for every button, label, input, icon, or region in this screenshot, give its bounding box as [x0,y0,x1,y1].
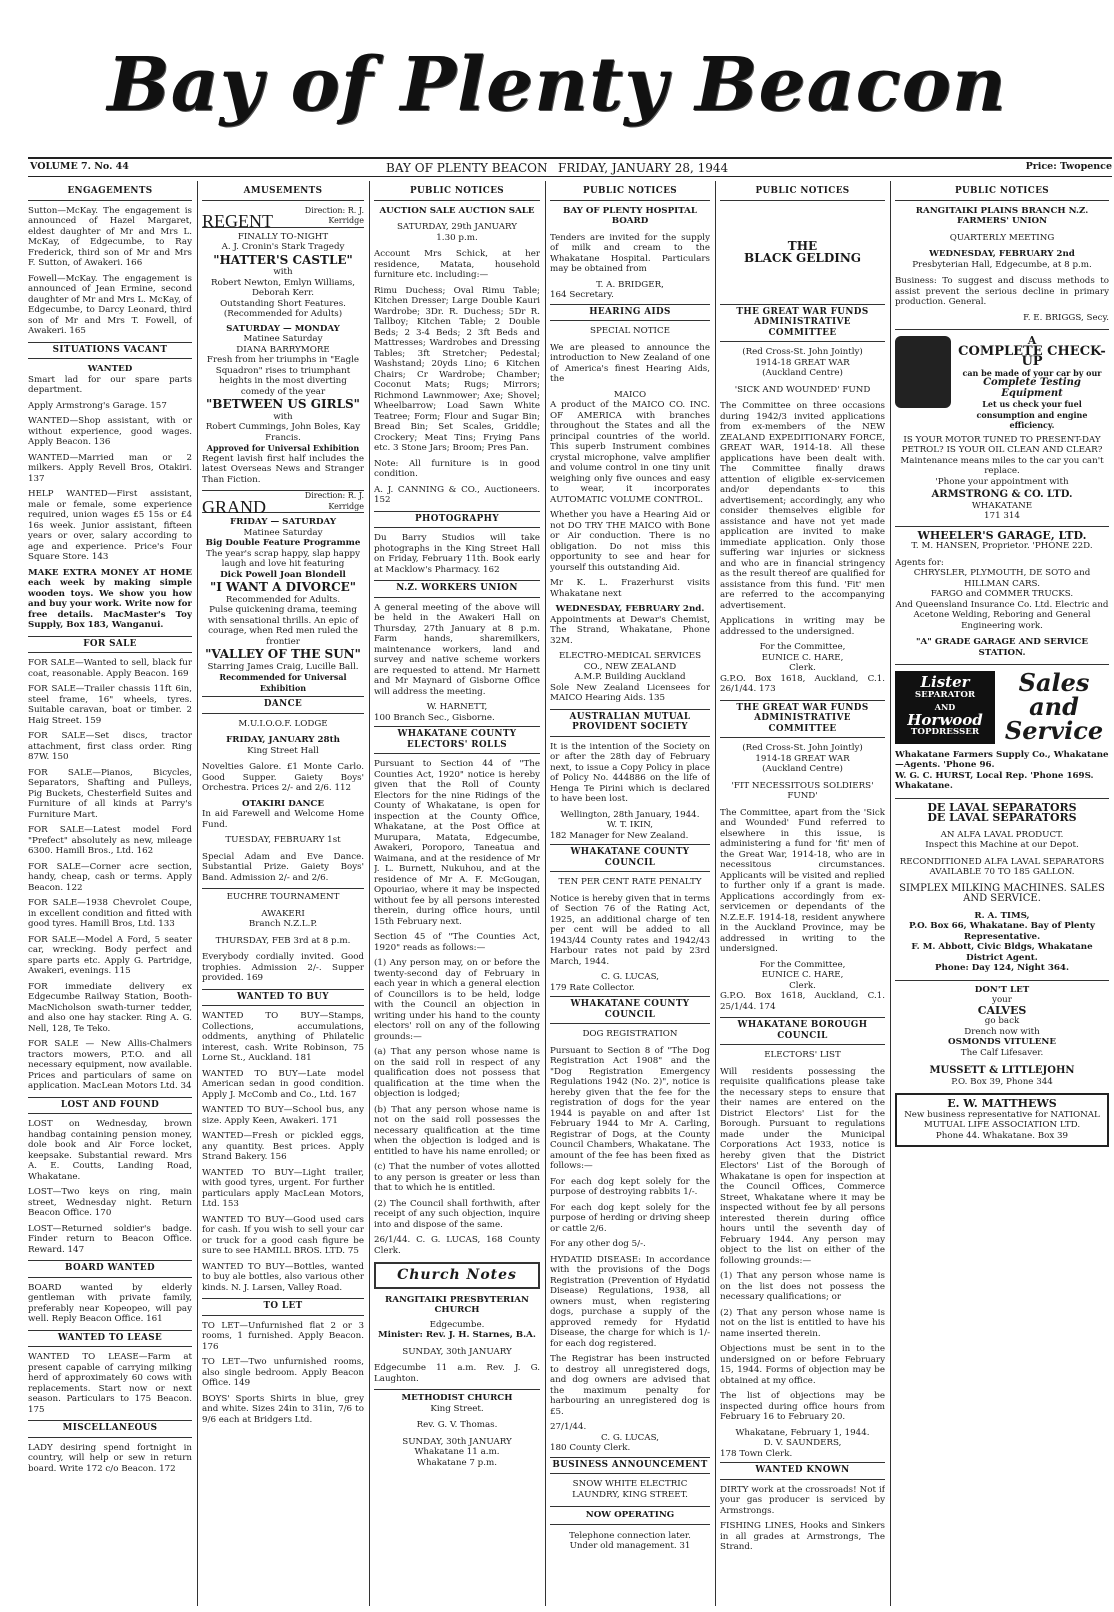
notice: Account Mrs Schick, at her residence, Matata, household furniture etc. including:— [374,249,540,280]
notice: Mr K. L. Frazerhurst visits Whakatane next [550,578,710,599]
notice: Tenders are invited for the supply of milk and cream to the Whakatane Hospital. Particulars may be obtained from [550,232,710,274]
listing-line: 1914-18 GREAT WAR [755,357,850,368]
column-rule [197,181,198,1606]
column-rule [715,181,716,1606]
ad-line: A [1027,334,1037,347]
notice-title: 'FIT NECESSITOUS SOLDIERS' FUND' [731,780,874,801]
notice: FOR SALE—Latest model Ford "Prefect" absolutely as new, mileage 6300. Hamill Bros., Ltd. 162 [28,825,192,856]
notice: For any other dog 5/-. [550,1239,646,1249]
section-heading: WHAKATANE COUNTY ELECTORS' ROLLS [374,726,540,754]
listing-line: (Red Cross-St. John Jointly) [742,347,863,357]
notice: LADY desiring spend fortnight in country, will help or sew in return board. Write 172 c/o Beacon. 172 [28,1442,192,1474]
church-notes-banner: Church Notes [374,1262,540,1289]
listing-line: 100 Branch Sec., Gisborne. [374,712,495,723]
listing-line: Wellington, 28th January, 1944. [560,809,700,820]
ad-title: THE [787,238,818,253]
lister-ad [895,664,1109,744]
section-heading: PHOTOGRAPHY [374,511,540,529]
ad-line: SEPARATOR [914,689,976,700]
listing-line: A. J. Cronin's Stark Tragedy [221,242,345,252]
notice: WANTED TO LEASE—Farm at present capable of carrying milking herd of approximately 60 cows with replacements. Start now or next season. Particulars to 175 Beacon. 175 [28,1352,192,1415]
ad-heading: COMPLETE CHECK-UP [958,343,1106,369]
notice: LOST—Returned soldier's badge. Finder return to Beacon Office. Reward. 147 [28,1223,192,1255]
ad-line: New business representative for NATIONAL MUTUAL LIFE ASSOCIATION LTD. [904,1109,1100,1130]
listing-line: Pulse quickening drama, teeming with sensational thrills. An epic of courage, when Red men ruled the frontier [207,605,359,647]
column-classifieds [28,181,192,1606]
ad-line: Agents for: [895,557,944,568]
notice: Pursuant to Section 44 of "The Counties Act, 1920" notice is hereby given that the Roll of County Electors for the nine Ridings of the County of Whakatane, is open for inspection at the County Office, Whakatane, at the Post Office at Murupara, Matata, Edgecumbe, Awakeri, Poroporo, Taneatua and Waimana, and at the residence of Mr J. L. Burnett, Nukuhou, and at the residence of Mr A. F. McGougan, Opouriao, where it may be inspected without fee by all persons interested therein, during office hours, until 15th February next. [374,759,540,927]
listing-line: W. HARNETT, [426,702,488,712]
ad-line: Let us check your fuel consumption and engine efficiency. [976,399,1088,430]
listing-line: Recommended for Universal Exhibition [219,672,347,693]
notice: WANTED—Fresh or pickled eggs, any quantity. Best prices. Apply Strand Bakery. 156 [202,1131,364,1162]
listing-line: EUNICE C. HARE, [761,652,844,663]
listing-line: Edgecumbe. [429,1319,485,1330]
section-heading: N.Z. WORKERS UNION [374,580,540,598]
notice: Smart lad for our spare parts department. [28,374,192,395]
notice: BOYS' Sports Shirts in blue, grey and white. Sizes 24in to 31in, 7/6 to 9/6 each at Bridgers Ltd. [202,1393,364,1425]
checkup-text [955,336,1109,431]
notice: Business: To suggest and discuss methods to assist prevent the serious decline in primary production. General. [895,276,1109,307]
listing-line: ELECTRO-MEDICAL SERVICES CO., NEW ZEALAND [558,651,702,672]
notice: TO LET—Two unfurnished rooms, also single bedroom. Apply Beacon Office. 149 [202,1357,364,1388]
ad-line: R. A. TIMS, [974,910,1030,921]
film-title: "I WANT A DIVORCE" [209,580,357,594]
ad-line: TOPDRESSER [910,727,980,737]
column-public-notices-4 [895,181,1109,1606]
column-amusements [202,181,364,1606]
section-heading: FOR SALE [28,636,192,654]
notice: WANTED TO BUY—School bus, any size. Apply Keen, Awakeri. 171 [202,1105,364,1126]
grand-header [202,490,364,517]
ad-line: Inspect this Machine at our Depot. [925,840,1079,850]
column-public-notices-1 [374,181,540,1606]
notice: WANTED TO BUY—Stamps, Collections, accumulations, oddments, anything of Philatelic interest, cash. Write Robinson, 75 Lorne St., Auckland. 181 [202,1011,364,1063]
listing-line: (Red Cross-St. John Jointly) [742,743,863,753]
notice: TO LET—Unfurnished flat 2 or 3 rooms, 1 furnished. Apply Beacon. 176 [202,1320,364,1352]
listing-line: Regent lavish first half includes the latest Overseas News and Stranger Than Fiction. [202,453,364,485]
listing-line: D. V. SAUNDERS, [763,1438,842,1448]
notice-title: ELECTORS' LIST [764,1050,841,1060]
notice-title: RANGITAIKI PLAINS BRANCH N.Z. FARMERS' UNION [915,205,1089,226]
notice-title: DOG REGISTRATION [582,1029,678,1039]
listing-line: Fresh from her triumphs in "Eagle Squadron" rises to triumphant heights in the most diverting comedy of the year [206,355,360,397]
column-rule [545,181,546,1606]
column-rule [369,181,370,1606]
listing-line: Edgecumbe 11 a.m. Rev. J. G. Laughton. [374,1363,540,1384]
ad-line: Phone: Day 124, Night 364. [935,963,1069,973]
notice: It is the intention of the Society on or after the 28th day of February next, to issue a Copy Policy in place of Policy No. 444886 on the life of Henga Te Pirini which is declared to have been lost. [550,741,710,804]
price: Price: Twopence [1025,161,1112,172]
lister-logo [895,671,995,744]
ad-line: Complete Testing Equipment [983,377,1081,399]
film-title: "BETWEEN US GIRLS" [206,397,360,411]
section-heading: PUBLIC NOTICES [550,184,710,201]
notice-title: SNOW WHITE ELECTRIC LAUNDRY, KING STREET. [572,1479,688,1500]
notice: Appointments at Dewar's Chemist, The Strand, Whakatane, Phone 32M. [550,614,710,646]
listing-line: Recommended for Adults. [225,594,341,605]
ad-line: Whakatane Farmers Supply Co., Whakatane—Agents. 'Phone 96. [895,749,1109,770]
checkup-ad [895,329,1109,431]
section-heading: WHAKATANE COUNTY COUNCIL [550,844,710,872]
notice: Apply Armstrong's Garage. 157 [28,400,167,411]
ad-line: IS YOUR MOTOR TUNED TO PRESENT-DAY PETROL? IS YOUR OIL CLEAN AND CLEAR? [901,434,1103,455]
listing-line: 178 Town Clerk. [720,1448,793,1459]
section-heading: SITUATIONS VACANT [28,342,192,360]
ad-heading: MUSSETT & LITTLEJOHN [929,1065,1075,1076]
ad-line: CHRYSLER, PLYMOUTH, DE SOTO and HILLMAN CARS. [913,568,1091,589]
listing-line: Matinee Saturday [243,527,323,538]
notice: G.P.O. Box 1618, Auckland, C.1. 25/1/44. 174 [720,991,885,1012]
listing-line: THURSDAY, FEB 3rd at 8 p.m. [215,935,351,946]
notice: FOR SALE — New Allis-Chalmers tractors mowers, P.T.O. and all necessary equipment, now available. Prices and particulars of same on application. MacLean Motors Ltd. 34 [28,1039,192,1091]
ad-heading: ARMSTRONG & CO. LTD. [931,489,1073,500]
film-title: "HATTER'S CASTLE" [213,252,353,267]
ad-line: F. M. Abbott, Civic Bldgs, Whakatane District Agent. [911,942,1093,963]
notice: A. J. CANNING & CO., Auctioneers. 152 [374,484,540,505]
notice: MAKE EXTRA MONEY AT HOME each week by making simple wooden toys. We show you how and buy your work. Write now for free details. MacMaster's Toy Supply, Box 183, Wanganui. [28,567,192,630]
listing-line: C. G. LUCAS, [601,1432,659,1443]
notice: Applications in writing may be addressed to the undersigned. [720,616,885,637]
dateline [28,157,1112,177]
notice: Will residents possessing the requisite qualifications please take the necessary steps to ensure that their names are entered on the District Electors' List for the Borough. Pursuant to regulations made under the Municipal Corporations Act 1933, notice is hereby given that the District Electors' List of the Borough of Whakatane is open for inspection at the Council Offices, Commerce Street, Whakatane where it may be inspected without fee by all persons interested therein during office hours until the seventh day of February 1944. Any person may object to the list on either of the following grounds:— [720,1066,885,1266]
notice-title: RANGITAIKI PRESBYTERIAN CHURCH [385,1294,529,1315]
listing-line: Telephone connection later. [569,1530,691,1541]
notice: WANTED TO BUY—Late model American sedan in good condition. Apply J. McComb and Co., Ltd. 167 [202,1068,364,1100]
section-heading: THE GREAT WAR FUNDS ADMINISTRATIVE COMMITTEE [720,304,885,343]
column-public-notices-2 [550,181,710,1606]
notice: (c) That the number of votes allotted to any person is greater or less than that to which he is entitled. [374,1162,540,1193]
ad-line: P.O. Box 66, Whakatane. Bay of Plenty Representative. [909,921,1095,942]
notice: The Committee, apart from the 'Sick and Wounded' Fund referred to elsewhere in this issue, is administering a fund for 'fit' men of the Great War, 1914-18, who are in necessitous circumstances. Applicants will be visited and replied to further only if a grant is made. Applications accordingly from ex-servicemen or dependants of the N.Z.E.F. 1914-18, resident anywhere in the Auckland Province, may be addressed in writing to the undersigned. [720,807,885,954]
publication-name: BAY OF PLENTY BEACON [386,161,548,175]
section-heading: ENGAGEMENTS [28,184,192,201]
ad-heading: OSMONDS VITULENE [948,1037,1056,1047]
notice: The Committee on three occasions during 1942/3 invited applications from ex-members of the NEW ZEALAND EXPEDITIONARY FORCE, GREAT WAR, 1914-18. All these applications have been dealt with. The Committee finally draws attention of eligible ex-servicemen and/or dependants to this advertisement; accordingly, any who consider themselves eligible for assistance and have not yet made application are invited to make immediate application. Only those suffering war injuries or sickness and who are in financial stringency as the result thereof are qualified for assistance from this fund. 'Fit' men are referred to the accompanying advertisement. [720,401,885,611]
listing-line: SATURDAY — MONDAY [226,323,340,334]
notice: Whether you have a Hearing Aid or not DO TRY THE MAICO with Bone or Air conduction. There is no obligation. Do not miss this opportunity to see and hear for yourself this outstanding Aid. [550,510,710,573]
notice: For each dog kept solely for the purpose of destroying rabbits 1/-. [550,1176,710,1197]
listing-line: Rev. G. V. Thomas. [416,1420,498,1430]
listing-line: M.U.I.O.O.F. LODGE [238,718,328,729]
film-title: "VALLEY OF THE SUN" [205,647,361,661]
notice: We are pleased to announce the introduction to New Zealand of one of America's finest Hearing Aids, the [550,342,710,384]
listing-line: FRIDAY — SATURDAY [229,517,337,527]
ad-heading: DE LAVAL SEPARATORS [927,811,1077,824]
ad-title: BLACK GELDING [743,251,862,265]
notice: FOR SALE—Model A Ford, 5 seater car, wrecking. Body perfect and spare parts etc. Apply G. Partridge, Awakeri, evenings. 115 [28,934,192,976]
ad-line: 171 314 [984,511,1020,521]
notice: (2) The Council shall forthwith, after receipt of any such objection, inquire into and dispose of the same. [374,1198,540,1230]
section-heading: DANCE [202,696,364,714]
section-heading: BUSINESS ANNOUNCEMENT [550,1457,710,1475]
ad-line: FARGO and COMMER TRUCKS. [930,589,1074,599]
listing-line: Outstanding Short Features. (Recommended for Adults) [220,298,346,319]
ad-heading: SIMPLEX MILKING MACHINES. SALES AND SERVICE. [899,882,1105,904]
listing-line: Branch N.Z.L.P. [248,919,318,929]
listing-line: 179 Rate Collector. [550,982,635,993]
notice: DIRTY work at the crossroads! Not if your gas producer is serviced by Armstrongs. [720,1484,885,1516]
ad-line: go back [984,1016,1020,1026]
section-heading: WHAKATANE COUNTY COUNCIL [550,996,710,1024]
notice: FOR immediate delivery ex Edgecumbe Railway Station, Booth-MacNicholson swath-turner tedder, and also one hay stacker. Ring A. G. Nell, 128, Te Teko. [28,981,192,1034]
listing-line: Minister: Rev. J. H. Starnes, B.A. [378,1330,536,1340]
ad-line: "A" GRADE GARAGE AND SERVICE STATION. [916,637,1088,658]
notice: Note: All furniture is in good condition. [374,458,540,479]
listing-line: with [273,411,293,422]
listing-line: with [273,267,293,277]
listing-line: WEDNESDAY, FEBRUARY 2nd. [555,604,705,614]
ad-line: AND [934,702,956,712]
listing-line: T. A. BRIDGER, [596,279,664,290]
listing-line: Approved for Universal Exhibition [206,443,360,453]
listing-line: Dick Powell Joan Blondell [220,569,346,580]
notice: WANTED TO BUY—Good used cars for cash. If you wish to sell your car or truck for a good cash figure be sure to see HAMILL BROS. LTD. 75 [202,1214,364,1256]
direction: Direction: R. J. Kerridge [304,205,364,225]
notice: A general meeting of the above will be held in the Awakeri Hall on Thursday, 27th January at 8 p.m. Farm hands, sharemilkers, maintenance workers, land and survey and native scheme workers are requested to attend. Mr Harnett and Mr Maynard of Gisborne Office will address the meeting. [374,602,540,697]
ad-line: W. G. C. HURST, Local Rep. 'Phone 169S. Whakatane. [895,770,1094,791]
notice: HYDATID DISEASE: In accordance with the provisions of the Dogs Registration (Prevention of Hydatid Disease) Regulations, 1938, all owners must, when registering dogs, purchase a supply of the approved remedy for Hydatid Disease, the charge for which is 1/- for each dog registered. [550,1254,710,1349]
listing-line: 164 Secretary. [550,290,614,300]
notice: FOR SALE—Pianos, Bicycles, Separators, Shafting and Pulleys, Pig Buckets, Chesterfield Suites and Furniture of all kinds at Parry's Furniture Mart. [28,767,192,820]
notice: (b) That any person whose name is not on the said roll possesses the necessary qualification at the time when the objection is lodged and is entitled to have his name enrolled; or [374,1104,540,1157]
section-heading: LOST AND FOUND [28,1097,192,1115]
regent-header [202,205,364,231]
notice: Sole New Zealand Licensees for MAICO Hearing Aids. 135 [550,682,710,703]
listing-line: AWAKERI [261,908,305,919]
ad-line: your [992,995,1012,1005]
section-heading: WANTED TO LEASE [28,1330,192,1348]
listing-line: SUNDAY, 30th JANUARY [402,1346,512,1357]
ad-line: WHAKATANE [971,500,1033,511]
notice-title: AUCTION SALE AUCTION SALE [379,205,535,216]
notice: WANTED TO BUY—Bottles, wanted to buy ale bottles, also various other kinds. N. J. Larsen, Valley Road. [202,1261,364,1293]
notice: FOR SALE—Trailer chassis 11ft 6in, steel frame, 16" wheels, tyres. Suitable caravan, boat or timber. 2 Haig Street. 159 [28,684,192,726]
ad-line: Lister [920,673,970,691]
volume-number: VOLUME 7. No. 44 [30,161,129,172]
ad-line: Maintenance means miles to the car you can't replace. [900,455,1104,476]
ad-line: P.O. Box 39, Phone 344 [951,1076,1053,1087]
column-rule [890,181,891,1606]
listing-line: For the Committee, [759,959,846,970]
ad-heading: CALVES [977,1003,1027,1017]
notice: (1) That any person whose name is on the list does not possess the necessary qualifications; or [720,1271,885,1302]
listing-line: 1914-18 GREAT WAR [755,753,850,764]
direction: Direction: R. J. Kerridge [304,491,364,511]
listing-line: Whakatane, February 1, 1944. [735,1427,870,1438]
listing-line: 1.30 p.m. [436,232,478,243]
listing-line: EUNICE C. HARE, [761,970,844,980]
listing-line: 180 County Clerk. [550,1443,631,1453]
ad-heading: DE LAVAL SEPARATORS [895,798,1109,814]
section-heading: AUSTRALIAN MUTUAL PROVIDENT SOCIETY [550,709,710,737]
listing-line: Clerk. [789,663,816,673]
theatre-name: GRAND [202,496,267,517]
listing-line: WEDNESDAY, FEBRUARY 2nd [929,249,1075,259]
notice: FOR SALE—Set discs, tractor attachment, first class order. Ring 87W. 150 [28,731,192,762]
listing-line: Clerk. [789,980,816,991]
notice: BOARD wanted by elderly gentleman with private family, preferably near Kopeopeo, will pay well. Reply Beacon Office. 161 [28,1282,192,1324]
listing-line: 182 Manager for New Zealand. [550,830,689,841]
notice: WANTED—Shop assistant, with or without experience, good wages. Apply Beacon. 136 [28,416,192,447]
section-heading: THE GREAT WAR FUNDS ADMINISTRATIVE COMMITTEE [720,700,885,739]
ad-line: can be made of your car by our [962,367,1102,378]
section-heading: PUBLIC NOTICES [720,184,885,201]
notice-title: 'SICK AND WOUNDED' FUND [734,384,871,395]
listing-line: TUESDAY, FEBRUARY 1st [225,835,341,845]
matthews-ad [895,1093,1109,1147]
ad-line: AN ALFA LAVAL PRODUCT. [940,829,1064,840]
notice: Rimu Duchess; Oval Rimu Table; Kitchen Dresser; Large Double Kauri Wardrobe; 3Dr. R. Duchess; 5Dr R. Tallboy; Kitchen Table; 2 Double Beds; 2 3-4 Beds; 2 3ft Beds and Mattresses; Wardrobes and Dressing Tables; 3ft Stretcher; Pedestal; Washstand; 20yds Lino; 6 Kitchen Chairs; Cr Wardrobe; Chamber; Coconut Mats; Rugs; Mirrors; Richmond Lawnmower; Axe; Shovel; Wheelbarrow; Load Sawn White Teatree; Form; Flour and Sugar Bin; Bread Bin; Set Scales, Griddle; Crockery; Meat Tins; Frying Pans etc. 3 Stone Jars; Broom; Pres Pan. [374,285,540,453]
notice: FOR SALE—Wanted to sell, black fur coat, reasonable. Apply Beacon. 169 [28,658,192,679]
ad-line: Horwood [907,710,983,729]
listing-line: W. T. IKIN, [606,820,654,830]
notice: (1) Any person may, on or before the twenty-second day of February in each year in which a general election of Councillors is to be held, lodge with the Council an objection in writing under his hand to the county electors' roll on any of the following grounds:— [374,958,540,1042]
notice: The list of objections may be inspected during office hours from February 16 to February 20. [720,1391,885,1422]
notice-title: METHODIST CHURCH [374,1389,540,1404]
notice: 26/1/44. C. G. LUCAS, 168 County Clerk. [374,1235,540,1256]
section-heading: WANTED TO BUY [202,989,364,1007]
notice: Section 45 of "The Counties Act, 1920" reads as follows:— [374,932,540,953]
listing-line: DIANA BARRYMORE [236,344,330,355]
listing-line: QUARTERLY MEETING [949,232,1055,243]
listing-line: Under old management. 31 [569,1541,691,1551]
section-heading: PUBLIC NOTICES [895,184,1109,201]
mechanic-illustration [895,336,951,408]
section-heading: HEARING AIDS [550,304,710,322]
listing-line: Whakatane 11 a.m. [414,1447,500,1457]
listing-line: Starring James Craig, Lucille Ball. [207,661,359,672]
listing-line: OTAKIRI DANCE [242,798,324,809]
listing-line: A.M.P. Building Auckland [574,672,686,682]
ad-line: The Calf Lifesaver. [960,1047,1044,1058]
listing-line: (Auckland Centre) [762,764,843,774]
notice: Fowell—McKay. The engagement is announced of Jean Ermine, second daughter of Mr and Mrs L. McKay, of Edgecumbe, to Darcy Leonard, third son of Mr and Mrs T. Fowell, of Awakeri. 165 [28,273,192,336]
listing-line: For the Committee, [759,642,846,652]
listing-line: F. E. BRIGGS, Secy. [1023,312,1109,323]
section-heading: PUBLIC NOTICES [374,184,540,201]
notice: FOR SALE—Corner acre section, handy, cheap, cash or terms. Apply Beacon. 122 [28,861,192,893]
column-public-notices-3 [720,181,885,1606]
listing-line: Robert Cummings, John Boles, Kay Francis. [205,422,361,443]
section-heading: BOARD WANTED [28,1260,192,1278]
listing-line: Whakatane 7 p.m. [417,1457,497,1468]
notice: Du Barry Studios will take photographs in the King Street Hall on Friday, February 11th. Book early at Macklow's Pharmacy. 162 [374,533,540,575]
listing-line: Presbyterian Hall, Edgecumbe, at 8 p.m. [912,259,1092,270]
notice-title: BAY OF PLENTY HOSPITAL BOARD [562,205,697,226]
ad-line: 'Phone your appointment with [935,476,1069,487]
listing-line: SPECIAL NOTICE [590,326,670,336]
section-heading: WANTED KNOWN [720,1462,885,1480]
notice: For each dog kept solely for the purpose of herding or driving sheep or cattle 2/6. [550,1202,710,1234]
listing-line: SUNDAY, 30th JANUARY [402,1436,512,1447]
notice: FISHING LINES, Hooks and Sinkers in all grades at Armstrongs, The Strand. [720,1521,885,1552]
masthead [0,20,1114,150]
listing-line: Big Double Feature Programme [205,538,361,548]
listing-line: In aid Farewell and Welcome Home Fund. [202,809,364,830]
ad-heading: WHEELER'S GARAGE, LTD. [895,526,1109,542]
listing-line: The year's scrap happy, slap happy laugh and love hit featuring [206,548,360,569]
ad-heading: Sales and Service [1004,668,1104,745]
section-heading: WHAKATANE BOROUGH COUNCIL [720,1017,885,1045]
listing-line: Novelties Galore. £1 Monte Carlo. Good Supper. Gaiety Boys' Orchestra. Prices 2/- and 2/6. 112 [202,762,364,793]
notice: Notice is hereby given that in terms of Section 76 of the Rating Act, 1925, an additional charge of ten per cent will be added to all 1943/44 County rates and 1942/43 Harbour rates not paid by 23rd March, 1944. [550,893,710,967]
ad-heading: E. W. MATTHEWS [947,1097,1057,1110]
sub-heading: WANTED [87,364,133,374]
notice: (a) That any person whose name is on the said roll in respect of any qualification does not possess that qualification at the time when the objection is lodged; [374,1047,540,1099]
listing-line: Special Adam and Eve Dance. Substantial Prize. Gaiety Boys' Band. Admission 2/- and 2/6. [202,851,364,883]
notice: Pursuant to Section 8 of "The Dog Registration Act 1908" and the "Dog Registration Emergency Regulations 1942 (No. 2)", notice is hereby given that the fee for the registration of dogs for the year 1944 is payable on and after 1st February 1944 to Mr A. Carling, Registrar of Dogs, at the County Council Chambers, Whakatane. The amount of the fee has been fixed as follows:— [550,1045,710,1171]
notice: WANTED—Married man or 2 milkers. Apply Revell Bros, Otakiri. 137 [28,452,192,484]
notice: FOR SALE—1938 Chevrolet Coupe, in excellent condition and fitted with good tyres. Hamill Bros, Ltd. 133 [28,898,192,929]
notice: LOST—Two keys on ring, main street, Wednesday night. Return Beacon Office. 170 [28,1187,192,1218]
ad-line: Drench now with [964,1026,1040,1037]
issue-date: FRIDAY, JANUARY 28, 1944 [558,161,729,175]
ad-line: RECONDITIONED ALFA LAVAL SEPARATORS AVAILABLE 70 TO 185 GALLON. [899,856,1105,877]
notice: HELP WANTED—First assistant, male or female, some experience required, union wages £5 15s or £4 16s week. Junior assistant, fifteen years or over, salary according to age and experience. Price's Four Square Store. 143 [28,489,192,562]
ad-line: DON'T LET [895,980,1109,996]
notice: The Registrar has been instructed to destroy all unregistered dogs, and dog owners are advised that the maximum penalty for harbouring an unregistered dog is £5. [550,1354,710,1417]
notice: LOST on Wednesday, brown handbag containing pension money, dole book and Air Force locket, keepsake. Substantial reward. Mrs A. E. Coutts, Landing Road, Whakatane. [28,1119,192,1182]
listing-line: C. G. LUCAS, [601,972,659,982]
section-heading: TO LET [202,1298,364,1316]
listing-line: SATURDAY, 29th JANUARY [396,222,518,232]
notice: Objections must be sent in to the undersigned on or before February 15, 1944. Forms of objection may be obtained at my office. [720,1344,885,1386]
notice-title: TEN PER CENT RATE PENALTY [558,877,702,887]
notice: WANTED TO BUY—Light trailer, with good tyres, urgent. For further particulars apply MacLean Motors, Ltd. 153 [202,1167,364,1209]
listing-line: 27/1/44. [550,1422,587,1432]
notice-title: NOW OPERATING [550,1506,710,1525]
notice: A product of the MAICO CO. INC. OF AMERICA with branches throughout the States and all the principal countries of the world. This superb Instrument combines crystal microphone, valve amplifier and volume control in one tiny unit weighing only five ounces and easy to wear, it incorporates AUTOMATIC VOLUME CONTROL. [550,400,710,505]
listing-line: Everybody cordially invited. Good trophies. Admission 2/-. Supper provided. 169 [202,952,364,983]
section-heading: MISCELLANEOUS [28,1420,192,1438]
listing-line: Matinee Saturday [243,334,323,344]
listing-line: Robert Newton, Emlyn Williams, Deborah Kerr. [210,277,356,298]
listing-line: (Auckland Centre) [762,368,843,378]
notice: (2) That any person whose name is not on the list is entitled to have his name inserted therein. [720,1307,885,1339]
ad-line: T. M. HANSEN, Proprietor. 'PHONE 22D. [911,541,1093,551]
ad-line: Phone 44. Whakatane. Box 39 [935,1130,1069,1141]
listing-line: EUCHRE TOURNAMENT [202,888,364,903]
ad-line: And Queensland Insurance Co. Ltd. Electric and Acetone Welding, Reboring and General Engineering work. [895,599,1109,631]
listing-line: FINALLY TO-NIGHT [237,231,329,242]
listing-line: King Street. [430,1403,484,1414]
listing-line: FRIDAY, JANUARY 28th [226,735,340,745]
masthead-title: Bay of Plenty Beacon [107,42,1007,128]
listing-line: King Street Hall [247,745,319,756]
theatre-name: REGENT [202,211,273,231]
notice: Sutton—McKay. The engagement is announced of Hazel Margaret, eldest daughter of Mr and Mrs L. McKay, of Edgecumbe, to Ray Frederick, third son of Mr and Mrs F. Sutton, of Awakeri. 166 [28,205,192,268]
notice: G.P.O. Box 1618, Auckland, C.1. 26/1/44. 173 [720,673,885,694]
section-heading: AMUSEMENTS [202,184,364,201]
listing-line: MAICO [613,389,647,400]
